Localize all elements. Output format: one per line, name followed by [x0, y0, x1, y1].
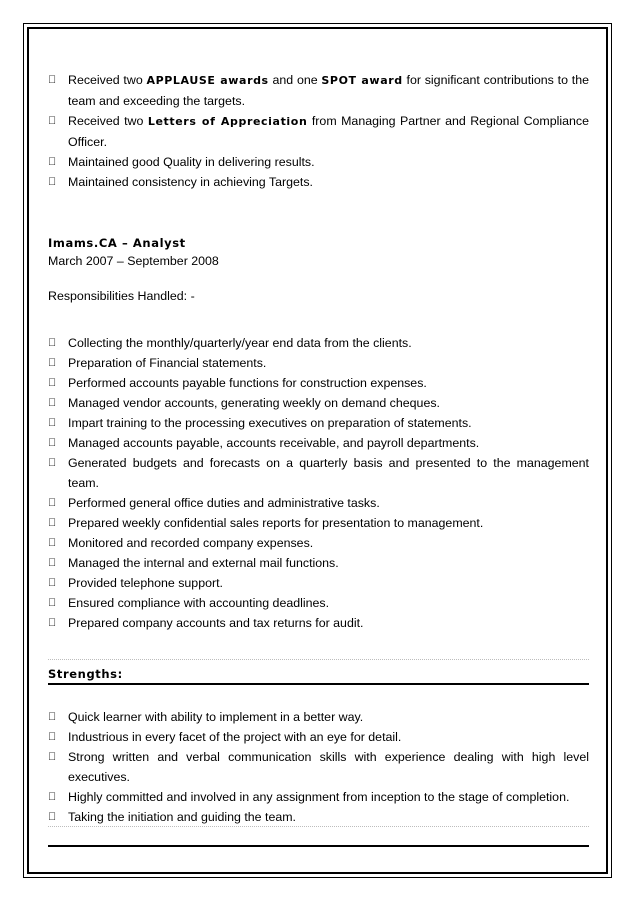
achievement-text: Maintained good Quality in delivering results.	[68, 155, 315, 169]
achievement-text: and one	[268, 73, 322, 87]
list-item-text: Managed accounts payable, accounts receivable, and payroll departments.	[68, 436, 480, 450]
achievement-emphasis: Letters of Appreciation	[147, 115, 308, 128]
bullet-icon	[48, 533, 60, 553]
achievement-text: Maintained consistency in achieving Targets.	[68, 175, 313, 189]
strengths-heading: Strengths:	[48, 667, 123, 681]
list-item	[48, 152, 589, 172]
strengths-list	[48, 707, 589, 827]
bullet-icon	[48, 513, 60, 533]
list-item	[48, 747, 589, 787]
list-item	[48, 573, 589, 593]
bullet-icon	[48, 593, 60, 613]
list-item	[48, 333, 589, 353]
list-item	[48, 493, 589, 513]
achievement-text: Received two	[68, 73, 147, 87]
bullet-icon	[48, 373, 60, 393]
bullet-icon	[48, 747, 60, 767]
list-item-text: Managed vendor accounts, generating weekly on demand cheques.	[68, 396, 440, 410]
bullet-icon	[48, 353, 60, 373]
responsibilities-list	[48, 333, 589, 633]
list-item-text: Impart training to the processing executives on preparation of statements.	[68, 416, 472, 430]
responsibilities-label: Responsibilities Handled: -	[48, 289, 195, 303]
bullet-icon	[48, 111, 60, 131]
list-item	[48, 707, 589, 727]
list-item	[48, 593, 589, 613]
achievement-text: for significant contributions to the team and exceeding the targets.	[68, 73, 589, 108]
achievement-text: Received two	[68, 114, 148, 128]
list-item	[48, 393, 589, 413]
list-item	[48, 172, 589, 192]
resume-content	[48, 70, 589, 847]
list-item-text: Taking the initiation and guiding the team.	[68, 810, 297, 824]
list-item	[48, 613, 589, 633]
list-item-text: Strong written and verbal communication skills with experience dealing with high level executives.	[68, 750, 589, 784]
bullet-icon	[48, 152, 60, 172]
list-item	[48, 373, 589, 393]
bullet-icon	[48, 393, 60, 413]
bullet-icon	[48, 707, 60, 727]
bullet-icon	[48, 787, 60, 807]
bullet-icon	[48, 727, 60, 747]
achievement-emphasis: APPLAUSE awards	[146, 74, 269, 87]
bullet-icon	[48, 172, 60, 192]
list-item	[48, 533, 589, 553]
list-item-text: Prepared weekly confidential sales reports for presentation to management.	[68, 516, 484, 530]
list-item-text: Prepared company accounts and tax returns for audit.	[68, 616, 364, 630]
achievement-emphasis: SPOT award	[321, 74, 403, 87]
list-item	[48, 111, 589, 152]
achievement-text: from Managing Partner and Regional Compliance Officer.	[68, 114, 590, 149]
list-item-text: Collecting the monthly/quarterly/year end data from the clients.	[68, 336, 412, 350]
bullet-icon	[48, 453, 60, 473]
bullet-icon	[48, 553, 60, 573]
list-item-text: Provided telephone support.	[68, 576, 223, 590]
job-title: Imams.CA – Analyst	[48, 236, 186, 250]
bullet-icon	[48, 807, 60, 827]
bullet-icon	[48, 493, 60, 513]
bullet-icon	[48, 613, 60, 633]
list-item	[48, 433, 589, 453]
list-item-text: Ensured compliance with accounting deadlines.	[68, 596, 330, 610]
bullet-icon	[48, 573, 60, 593]
divider	[48, 845, 589, 847]
list-item	[48, 453, 589, 493]
list-item	[48, 553, 589, 573]
list-item	[48, 353, 589, 373]
list-item-text: Highly committed and involved in any assignment from inception to the stage of completion.	[68, 790, 570, 804]
list-item-text: Quick learner with ability to implement in a better way.	[68, 710, 364, 724]
list-item-text: Monitored and recorded company expenses.	[68, 536, 314, 550]
list-item-text: Preparation of Financial statements.	[68, 356, 267, 370]
list-item-text: Performed accounts payable functions for construction expenses.	[68, 376, 427, 390]
bullet-icon	[48, 433, 60, 453]
list-item	[48, 513, 589, 533]
job-dates: March 2007 – September 2008	[48, 254, 219, 268]
list-item-text: Generated budgets and forecasts on a quarterly basis and presented to the management team.	[68, 456, 589, 490]
bullet-icon	[48, 333, 60, 353]
list-item	[48, 70, 589, 111]
list-item-text: Industrious in every facet of the project with an eye for detail.	[68, 730, 402, 744]
achievements-list	[48, 70, 589, 192]
bullet-icon	[48, 70, 60, 90]
list-item	[48, 807, 589, 827]
list-item-text: Performed general office duties and administrative tasks.	[68, 496, 380, 510]
list-item	[48, 787, 589, 807]
bullet-icon	[48, 413, 60, 433]
list-item-text: Managed the internal and external mail functions.	[68, 556, 339, 570]
list-item	[48, 413, 589, 433]
list-item	[48, 727, 589, 747]
